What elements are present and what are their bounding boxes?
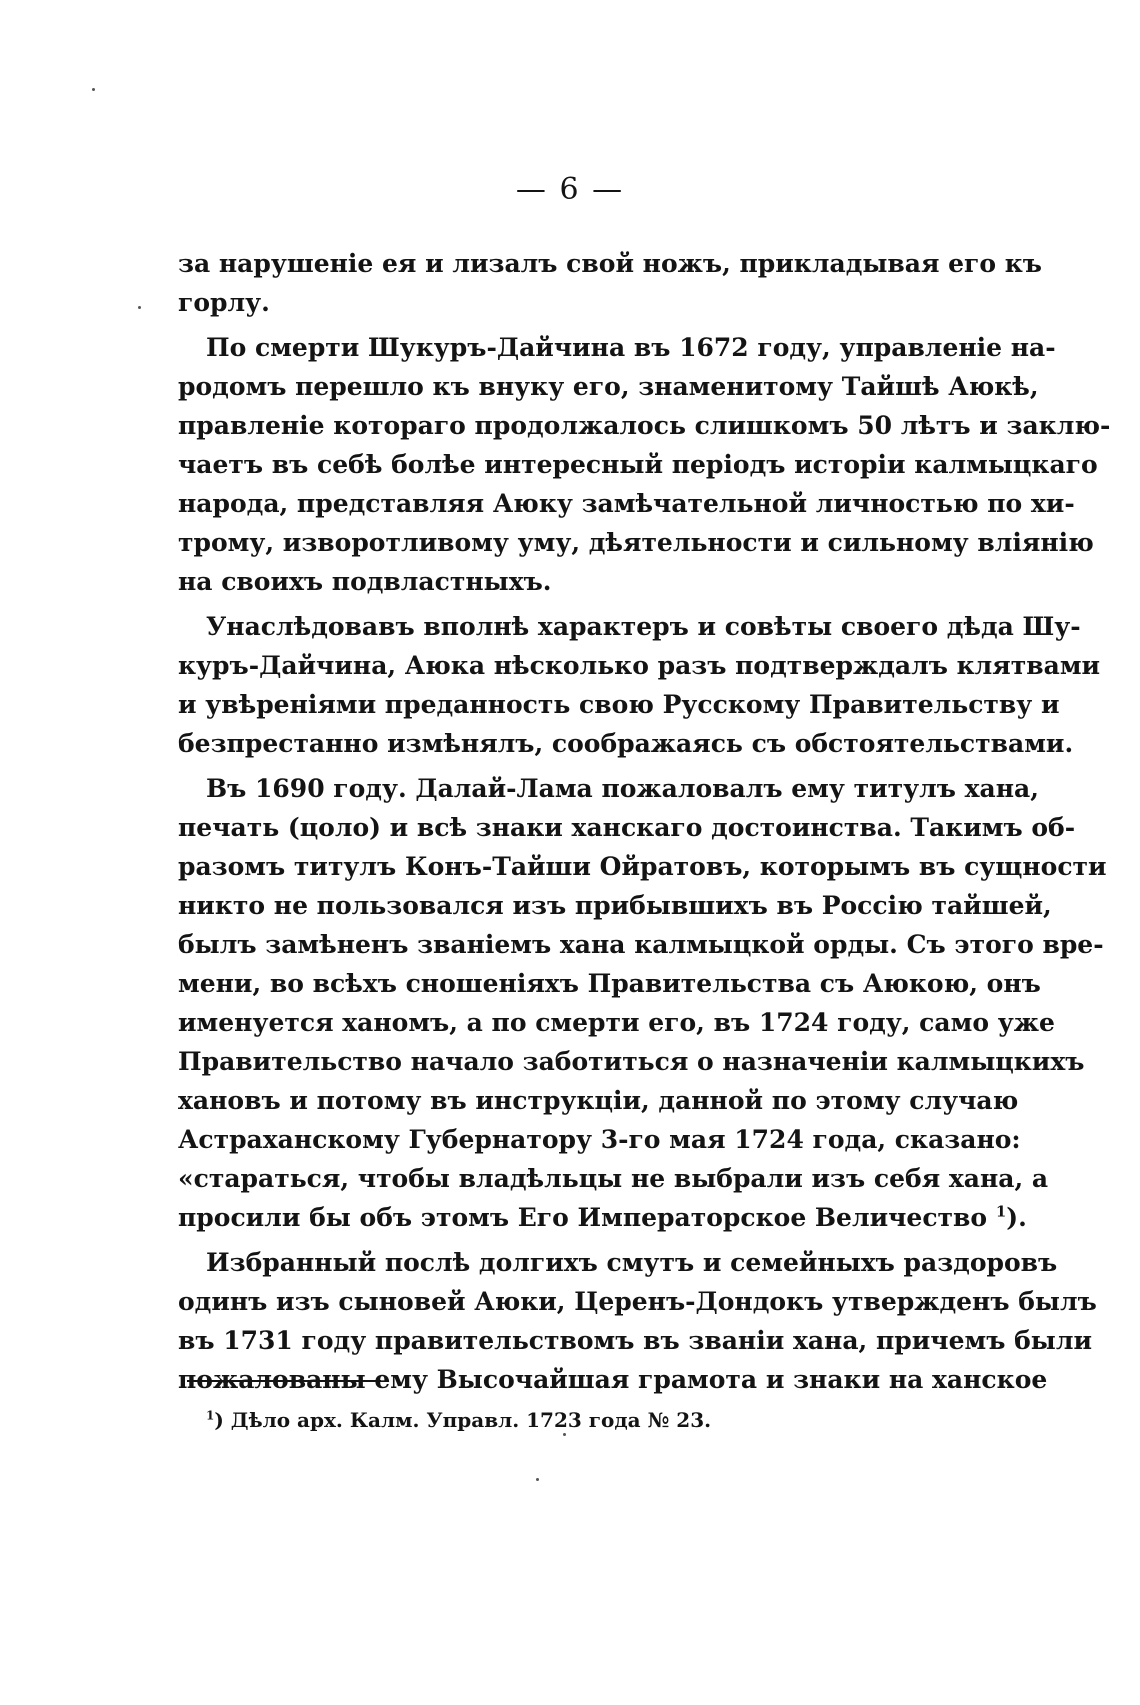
footnote-text: ) Дѣло арх. Калм. Управл. 1723 года № 23. <box>214 1408 712 1432</box>
text-line: на своихъ подвластныхъ. <box>178 567 552 596</box>
footnote-divider <box>187 1380 381 1382</box>
paper-speck <box>92 88 95 91</box>
paper-speck <box>138 306 141 309</box>
text-line: Правительство начало заботиться о назначеніи калмыцкихъ <box>178 1047 1085 1076</box>
footnote <box>206 1408 711 1432</box>
text-line: хановъ и потому въ инструкціи, данной по этому случаю <box>178 1086 1019 1115</box>
text-line: разомъ титулъ Конъ-Тайши Ойратовъ, которымъ въ сущности <box>178 852 1107 881</box>
text-line: и увѣреніями преданность свою Русскому Правительству и <box>178 690 1060 719</box>
text-line-with-footnote-ref <box>178 1198 1027 1237</box>
text-line: горлу. <box>178 288 270 317</box>
text-line: печать (цоло) и всѣ знаки ханскаго достоинства. Такимъ об- <box>178 813 1076 842</box>
text-line: правленіе котораго продолжалось слишкомъ 50 лѣтъ и заклю- <box>178 411 1111 440</box>
page-number: — 6 — <box>515 172 625 207</box>
text-line: народа, представляя Аюку замѣчательной личностью по хи- <box>178 489 1075 518</box>
text-line: родомъ перешло къ внуку его, знаменитому Тайшѣ Аюкѣ, <box>178 372 1039 401</box>
text-line: за нарушеніе ея и лизалъ свой ножъ, прикладывая его къ <box>178 249 1042 278</box>
footnote-number: 1 <box>206 1408 215 1423</box>
text-line: чаетъ въ себѣ болѣе интересный періодъ исторіи калмыцкаго <box>178 450 1098 479</box>
text-line: куръ-Дайчина, Аюка нѣсколько разъ подтверждалъ клятвами <box>178 651 1101 680</box>
text-line: именуется ханомъ, а по смерти его, въ 1724 году, само уже <box>178 1008 1055 1037</box>
footnote-marker: 1 <box>995 1202 1007 1221</box>
text-line: въ 1731 году правительствомъ въ званіи хана, причемъ были <box>178 1326 1092 1355</box>
body-text <box>178 244 1111 1399</box>
text-line: Астраханскому Губернатору 3-го мая 1724 года, сказано: <box>178 1125 1021 1154</box>
paragraph-start-line: Унаслѣдовавъ вполнѣ характеръ и совѣты своего дѣда Шу- <box>206 612 1081 641</box>
footnote-ref-close: ). <box>1006 1203 1027 1232</box>
paragraph-start-line: По смерти Шукуръ-Дайчина въ 1672 году, управленіе на- <box>206 333 1056 362</box>
text-line: трому, изворотливому уму, дѣятельности и сильному вліянію <box>178 528 1094 557</box>
paper-speck <box>563 1433 566 1436</box>
text-line: пожалованы ему Высочайшая грамота и знаки на ханское <box>178 1365 1048 1394</box>
text-line: безпрестанно измѣнялъ, соображаясь съ обстоятельствами. <box>178 729 1074 758</box>
text-line: мени, во всѣхъ сношеніяхъ Правительства съ Аюкою, онъ <box>178 969 1041 998</box>
paper-speck <box>536 1478 539 1481</box>
paragraph-start-line: Избранный послѣ долгихъ смутъ и семейныхъ раздоровъ <box>206 1248 1058 1277</box>
text-line: одинъ изъ сыновей Аюки, Цеpенъ-Дондокъ утвержденъ былъ <box>178 1287 1097 1316</box>
text-line: былъ замѣненъ званіемъ хана калмыцкой орды. Съ этого вре- <box>178 930 1104 959</box>
paragraph-start-line: Въ 1690 году. Далай-Лама пожаловалъ ему титулъ хана, <box>206 774 1039 803</box>
text-line: «стараться, чтобы владѣльцы не выбрали изъ себя хана, а <box>178 1164 1049 1193</box>
text-line-content: просили бы объ этомъ Его Императорское Величество <box>178 1203 988 1232</box>
text-line: никто не пользовался изъ прибывшихъ въ Россію тайшей, <box>178 891 1052 920</box>
